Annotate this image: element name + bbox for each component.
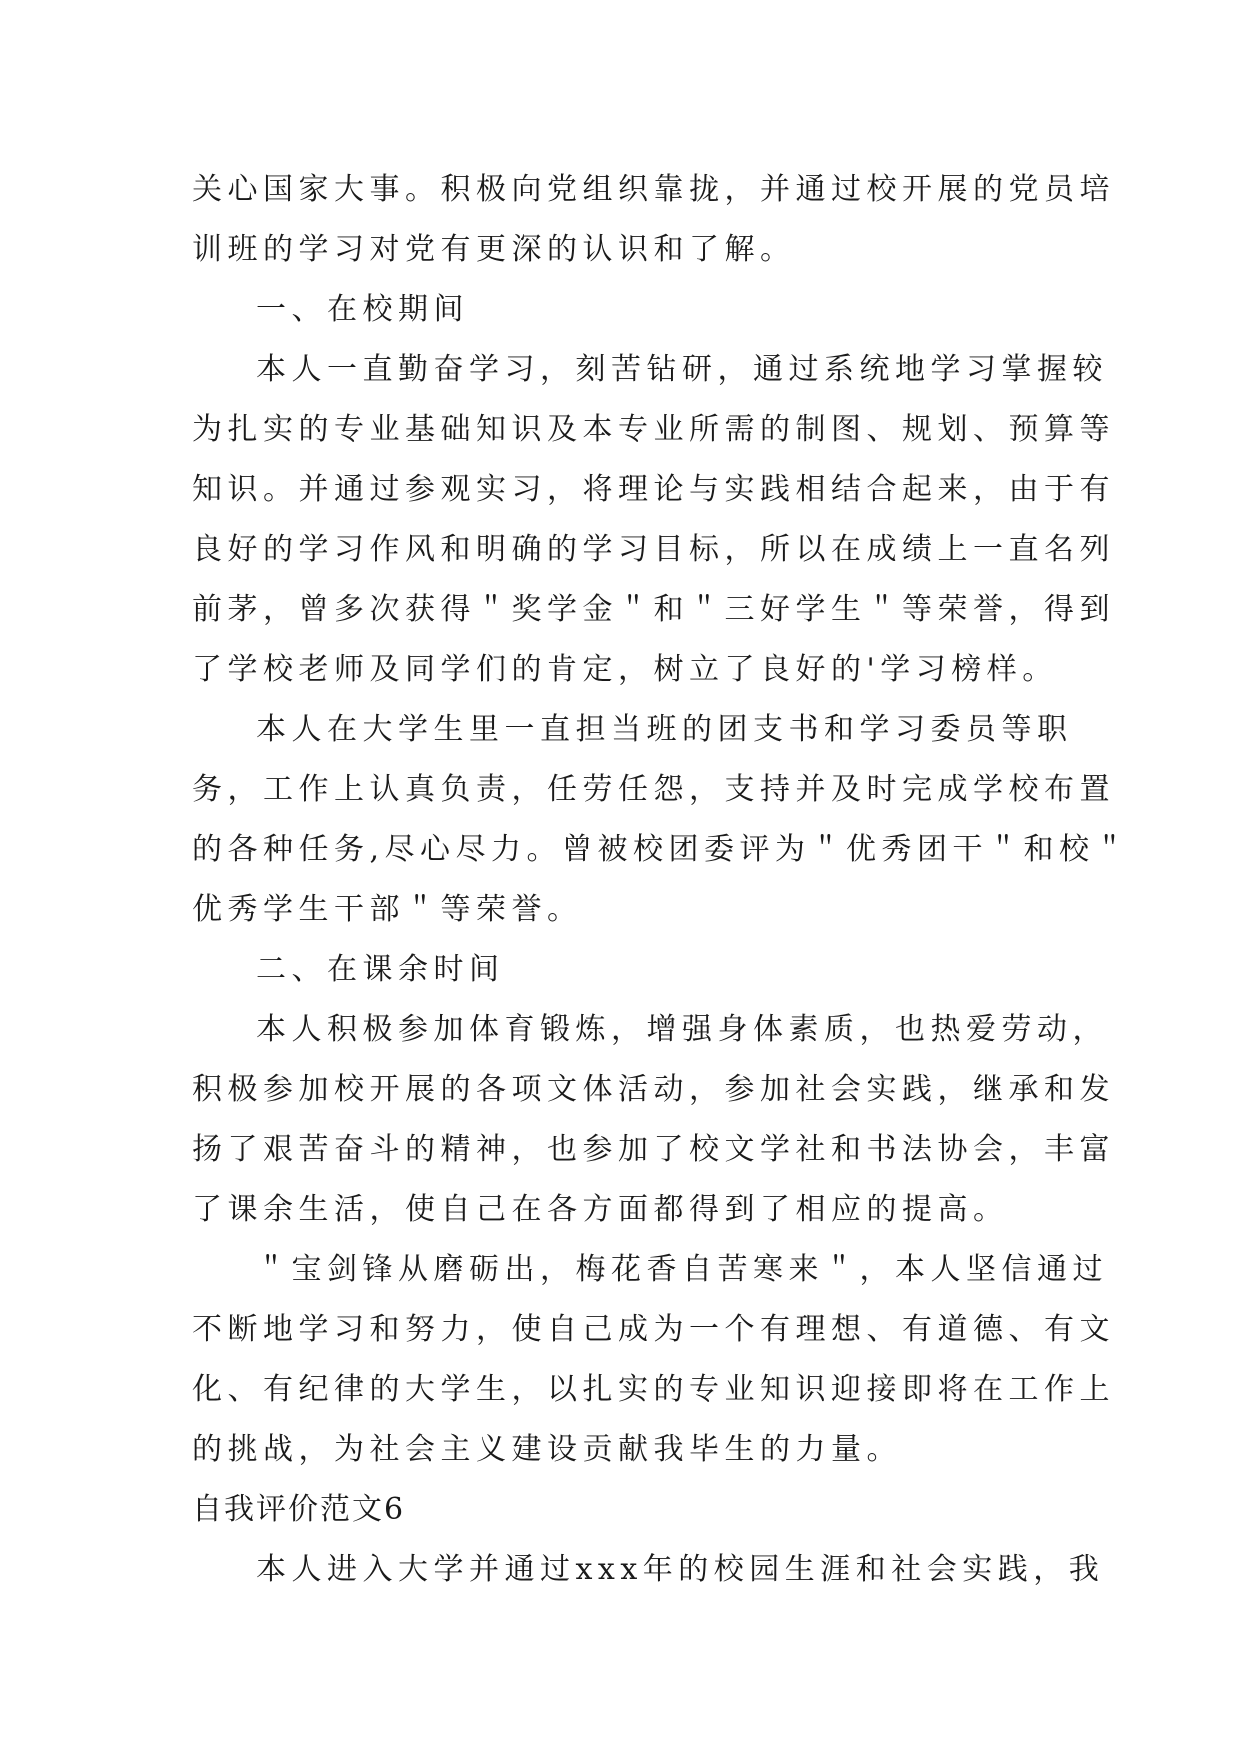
- text-line: 优秀学生干部＂等荣誉。: [192, 892, 583, 927]
- text-line: 本人进入大学并通过xxx年的校园生涯和社会实践，我: [256, 1552, 1105, 1587]
- text-line: 化、有纪律的大学生，以扎实的专业知识迎接即将在工作上: [192, 1372, 1115, 1407]
- section-heading: 一、在校期间: [256, 292, 469, 327]
- article-title: 自我评价范文6: [192, 1492, 406, 1527]
- text-line: 务，工作上认真负责，任劳任怨，支持并及时完成学校布置: [192, 772, 1115, 807]
- text-line: 良好的学习作风和明确的学习目标，所以在成绩上一直名列: [192, 532, 1115, 567]
- text-line: 的挑战，为社会主义建设贡献我毕生的力量。: [192, 1432, 902, 1467]
- section-heading: 二、在课余时间: [256, 952, 505, 987]
- text-line: 知识。并通过参观实习，将理论与实践相结合起来，由于有: [192, 472, 1115, 507]
- text-line: 关心国家大事。积极向党组织靠拢，并通过校开展的党员培: [192, 172, 1115, 207]
- text-line: 训班的学习对党有更深的认识和了解。: [192, 232, 796, 267]
- text-line: 了学校老师及同学们的肯定，树立了良好的'学习榜样。: [192, 652, 1058, 687]
- text-line: 前茅，曾多次获得＂奖学金＂和＂三好学生＂等荣誉，得到: [192, 592, 1115, 627]
- text-line: 扬了艰苦奋斗的精神，也参加了校文学社和书法协会，丰富: [192, 1132, 1115, 1167]
- text-line: 为扎实的专业基础知识及本专业所需的制图、规划、预算等: [192, 412, 1115, 447]
- text-line: 本人积极参加体育锻炼，增强身体素质，也热爱劳动，: [256, 1012, 1108, 1047]
- text-line: 积极参加校开展的各项文体活动，参加社会实践，继承和发: [192, 1072, 1115, 1107]
- text-line: 的各种任务,尽心尽力。曾被校团委评为＂优秀团干＂和校＂: [192, 832, 1131, 867]
- text-line: ＂宝剑锋从磨砺出，梅花香自苦寒来＂，本人坚信通过: [256, 1252, 1108, 1287]
- document-body: [192, 160, 1131, 1600]
- text-line: 了课余生活，使自己在各方面都得到了相应的提高。: [192, 1192, 1009, 1227]
- text-line: 本人一直勤奋学习，刻苦钻研，通过系统地学习掌握较: [256, 352, 1108, 387]
- text-line: 本人在大学生里一直担当班的团支书和学习委员等职: [256, 712, 1073, 747]
- text-line: 不断地学习和努力，使自己成为一个有理想、有道德、有文: [192, 1312, 1115, 1347]
